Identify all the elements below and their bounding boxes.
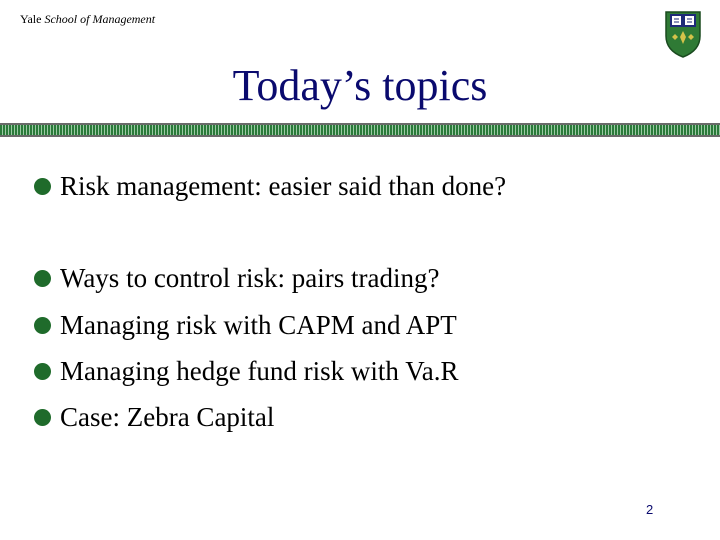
bullet-dot-icon — [34, 178, 51, 195]
org-name: Yale — [20, 12, 42, 26]
bullet-text: Ways to control risk: pairs trading? — [60, 262, 440, 293]
page-number: 2 — [646, 502, 654, 517]
bullet-item — [34, 258, 440, 298]
bullet-dot-icon — [34, 363, 51, 380]
bullet-item — [34, 166, 506, 206]
slide-title: Today’s topics — [232, 61, 488, 110]
bullet-text: Risk management: easier said than done? — [60, 170, 507, 201]
header-org — [20, 12, 155, 27]
bullet-text: Managing hedge fund risk with Va.R — [60, 355, 459, 386]
bullet-item — [34, 351, 458, 391]
bullet-dot-icon — [34, 409, 51, 426]
school-name: School of Management — [44, 12, 156, 26]
bullet-item — [34, 397, 274, 437]
bullet-text: Managing risk with CAPM and APT — [60, 309, 457, 340]
yale-crest-icon — [664, 10, 702, 58]
bullet-text: Case: Zebra Capital — [60, 401, 275, 432]
bullet-dot-icon — [34, 270, 51, 287]
crest-shield-svg — [664, 10, 702, 58]
bullet-dot-icon — [34, 317, 51, 334]
bullet-item — [34, 305, 457, 345]
title-divider-rule — [0, 123, 720, 137]
